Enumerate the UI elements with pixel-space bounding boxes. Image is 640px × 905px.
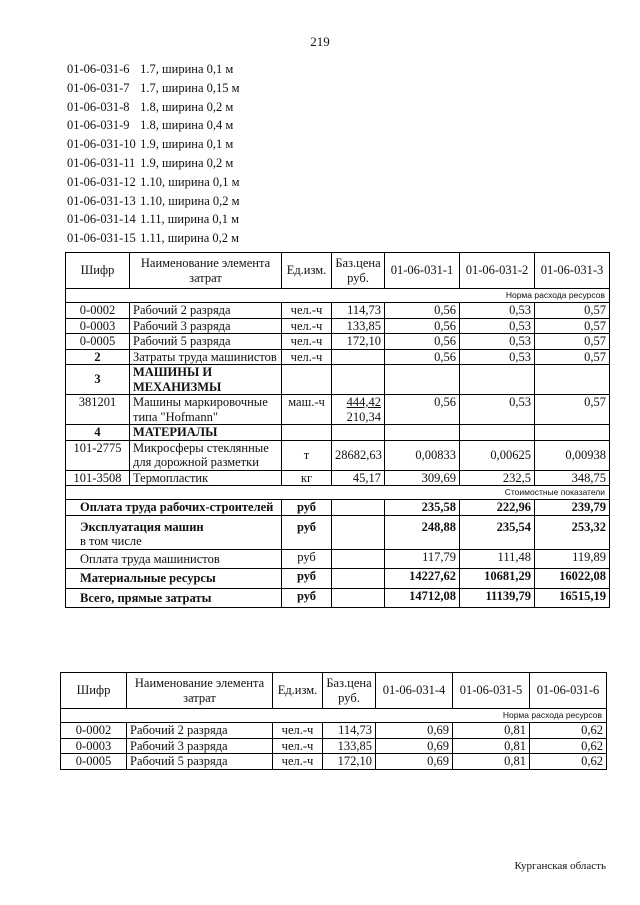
summary-row: Оплата труда рабочих-строителей руб 235,58 222,96 239,79	[66, 500, 610, 516]
list-item: 01-06-031-8 1.8, ширина 0,2 м	[67, 99, 234, 114]
table-row: 101-2775 Микросферы стеклянные для дорожной разметки т 28682,63 0,00833 0,00625 0,00938	[66, 440, 610, 470]
summary-row: Всего, прямые затраты руб 14712,08 11139,79 16515,19	[66, 588, 610, 608]
summary-row: Эксплуатация машин в том числе руб 248,88 235,54 253,32	[66, 515, 610, 549]
header-unit: Ед.изм.	[273, 673, 323, 709]
list-item: 01-06-031-7 1.7, ширина 0,15 м	[67, 80, 240, 95]
table-row: 0-0003 Рабочий 3 разряда чел.-ч 133,85 0,56 0,53 0,57	[66, 318, 610, 334]
header-price: Баз.цена руб.	[332, 253, 385, 289]
table-row: 381201 Машины маркировочные типа "Hofmann" маш.-ч 444,42 210,34 0,56 0,53 0,57	[66, 395, 610, 425]
list-item: 01-06-031-14 1.11, ширина 0,1 м	[67, 212, 240, 227]
list-item: 01-06-031-9 1.8, ширина 0,4 м	[67, 118, 234, 133]
list-item: 01-06-031-15 1.11, ширина 0,2 м	[67, 231, 240, 246]
header-name: Наименование элемента затрат	[130, 253, 282, 289]
header-col3: 01-06-031-6	[530, 673, 607, 709]
resource-table-1	[65, 252, 610, 608]
table-row: 2 Затраты труда машинистов чел.-ч 0,56 0,53 0,57	[66, 349, 610, 365]
table-row: 0-0002 Рабочий 2 разряда чел.-ч 114,73 0,56 0,53 0,57	[66, 303, 610, 319]
table-header-row	[61, 673, 607, 709]
cost-label: Стоимостные показатели	[66, 486, 610, 500]
table-header-row	[66, 253, 610, 289]
table-row: 101-3508 Термопластик кг 45,17 309,69 232,5 348,75	[66, 470, 610, 486]
header-col1: 01-06-031-4	[376, 673, 453, 709]
header-code: Шифр	[61, 673, 127, 709]
header-col3: 01-06-031-3	[535, 253, 610, 289]
norm-label: Норма расхода ресурсов	[61, 709, 607, 723]
section-row: 3 МАШИНЫ И МЕХАНИЗМЫ	[66, 365, 610, 395]
header-code: Шифр	[66, 253, 130, 289]
header-col1: 01-06-031-1	[385, 253, 460, 289]
table-row: 0-0005 Рабочий 5 разряда чел.-ч 172,10 0,56 0,53 0,57	[66, 334, 610, 350]
header-name: Наименование элемента затрат	[127, 673, 273, 709]
table-row: 0-0003 Рабочий 3 разряда чел.-ч 133,85 0,69 0,81 0,62	[61, 738, 607, 754]
cost-label-row	[66, 486, 610, 500]
table-row: 0-0002 Рабочий 2 разряда чел.-ч 114,73 0,69 0,81 0,62	[61, 723, 607, 739]
norm-label: Норма расхода ресурсов	[66, 289, 610, 303]
norm-label-row	[61, 709, 607, 723]
code-list	[67, 60, 240, 248]
header-price: Баз.цена руб.	[323, 673, 376, 709]
norm-label-row	[66, 289, 610, 303]
table-row: 0-0005 Рабочий 5 разряда чел.-ч 172,10 0,69 0,81 0,62	[61, 754, 607, 770]
resource-table-2	[60, 672, 607, 770]
list-item: 01-06-031-12 1.10, ширина 0,1 м	[67, 174, 240, 189]
summary-row: Оплата труда машинистов руб 117,79 111,48 119,89	[66, 549, 610, 569]
header-col2: 01-06-031-5	[453, 673, 530, 709]
list-item: 01-06-031-13 1.10, ширина 0,2 м	[67, 193, 240, 208]
footer-region: Курганская область	[514, 860, 606, 872]
summary-row: Материальные ресурсы руб 14227,62 10681,29 16022,08	[66, 569, 610, 589]
list-item: 01-06-031-10 1.9, ширина 0,1 м	[67, 137, 234, 152]
header-col2: 01-06-031-2	[460, 253, 535, 289]
page-number: 219	[310, 34, 330, 49]
section-row: 4 МАТЕРИАЛЫ	[66, 425, 610, 441]
list-item: 01-06-031-6 1.7, ширина 0,1 м	[67, 62, 234, 76]
list-item: 01-06-031-11 1.9, ширина 0,2 м	[67, 155, 234, 170]
header-unit: Ед.изм.	[282, 253, 332, 289]
